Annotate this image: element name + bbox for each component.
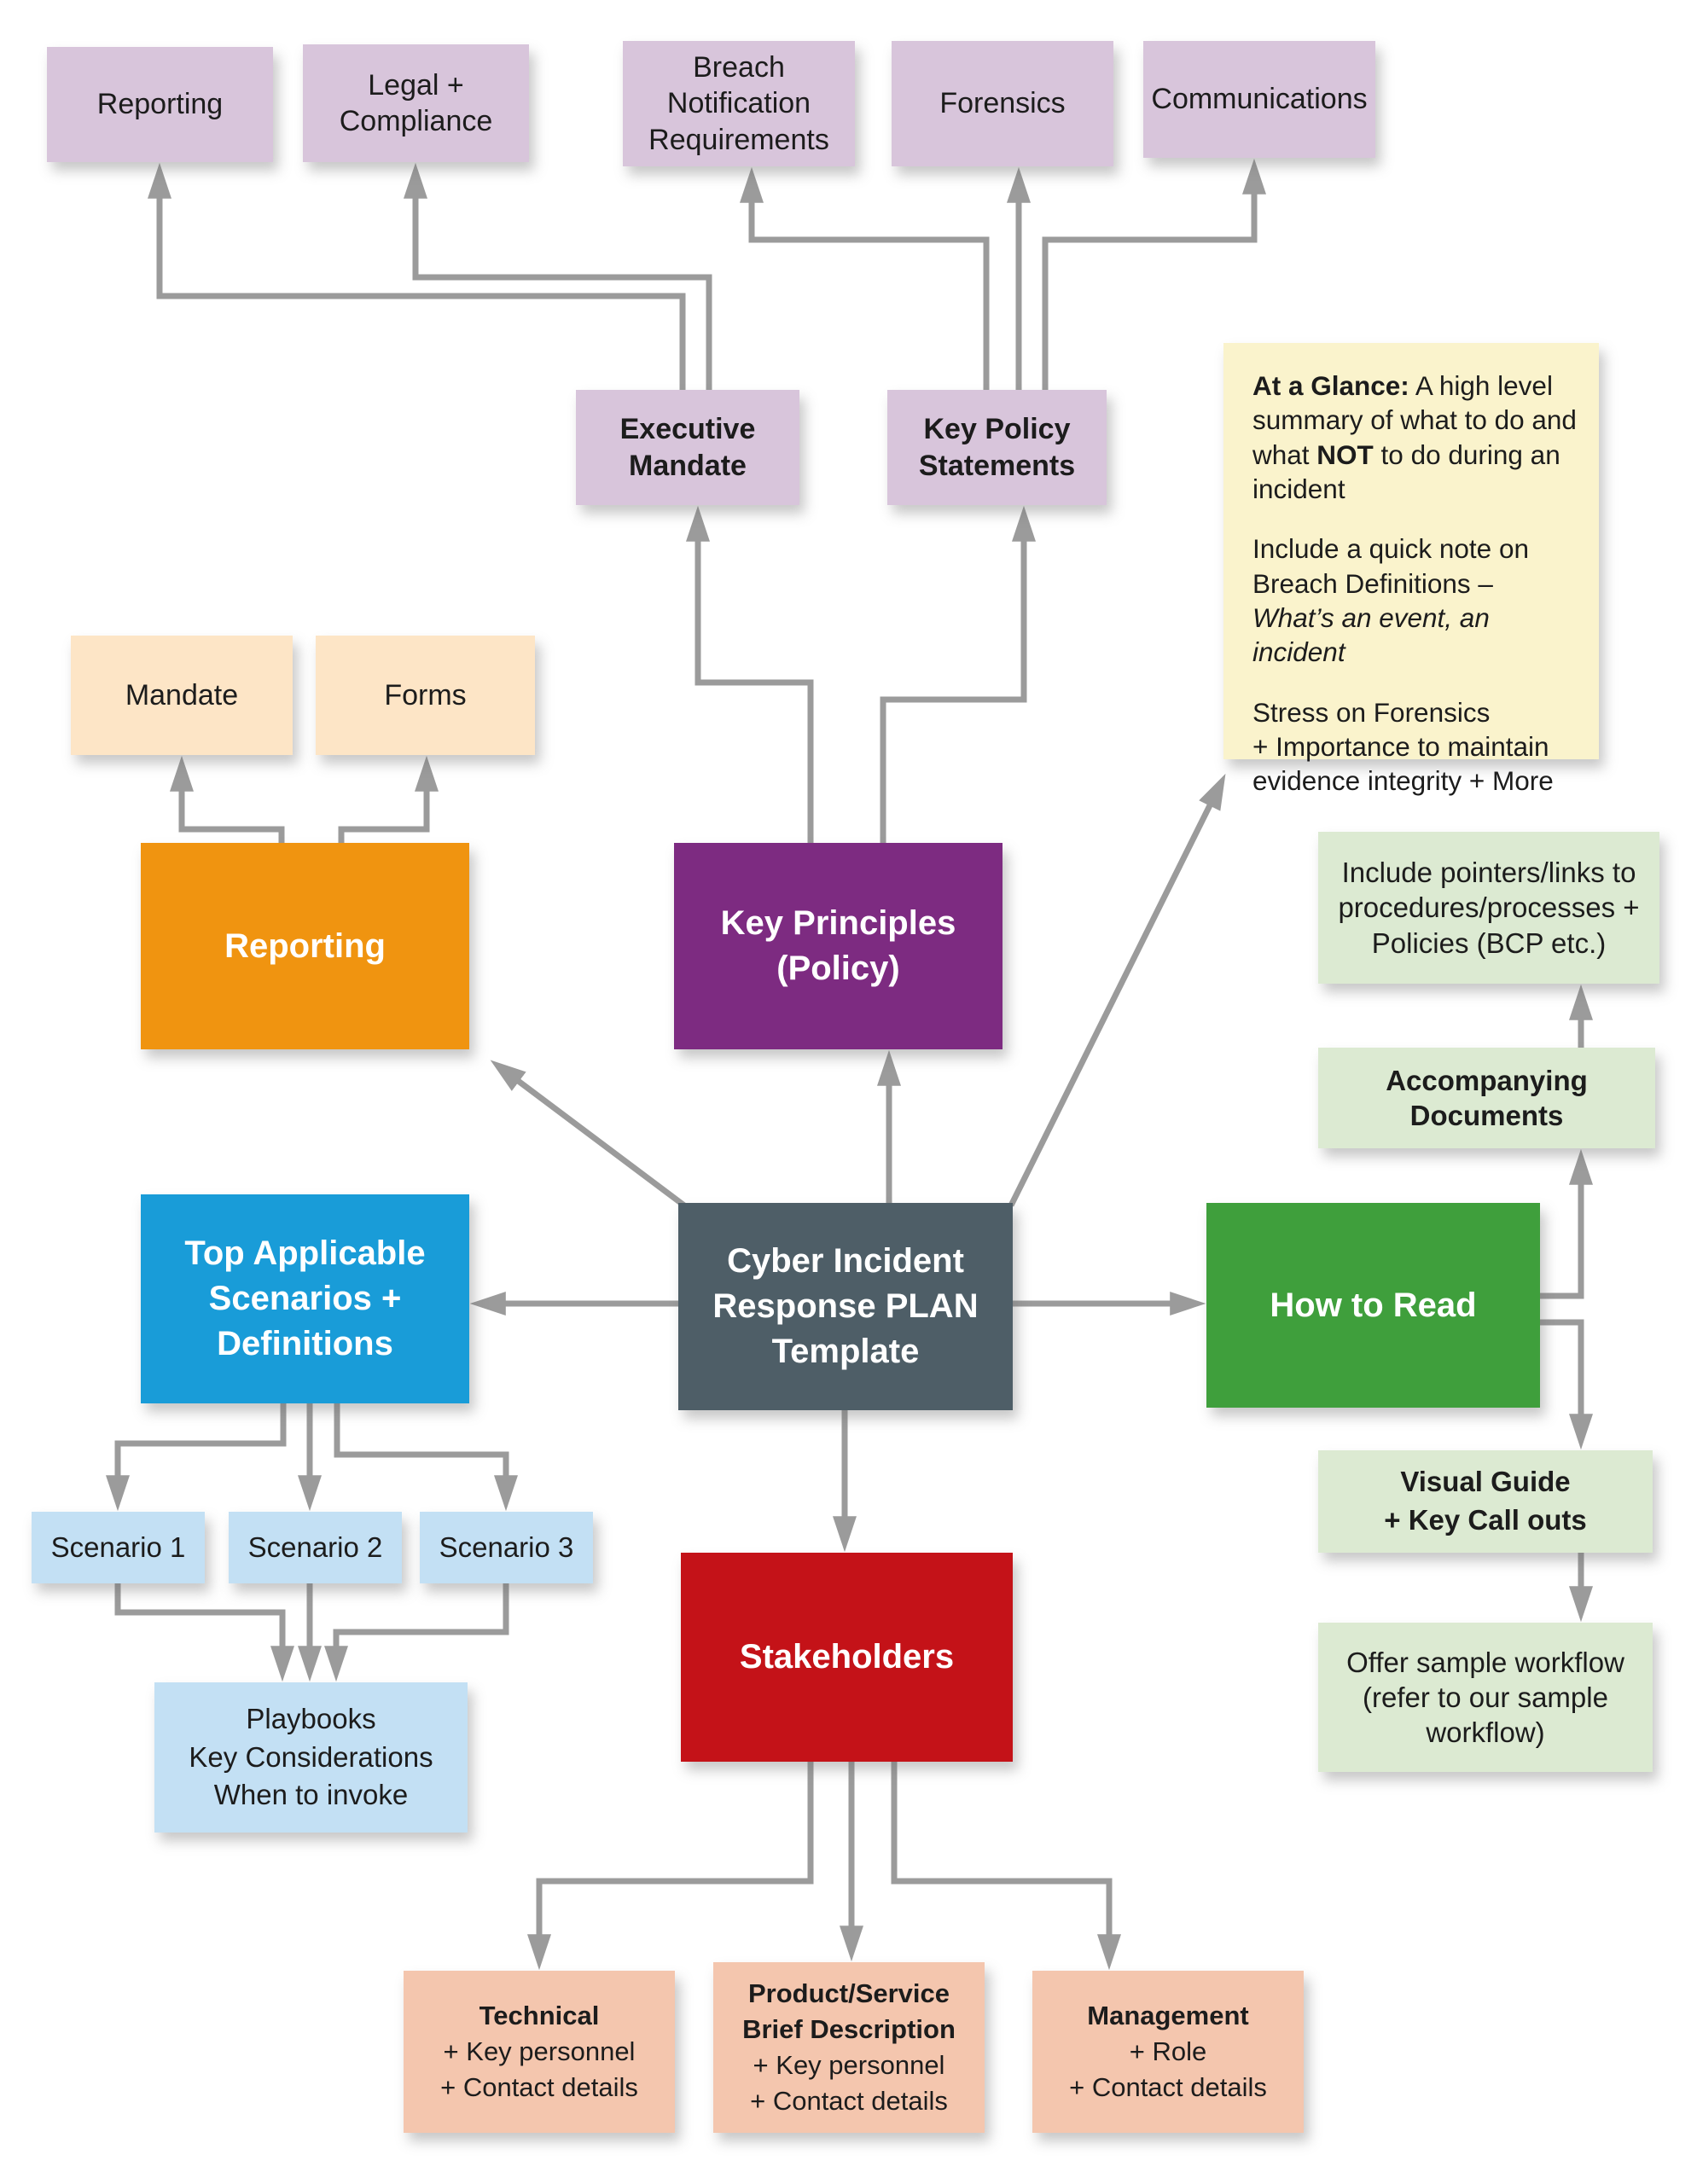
- connector-keyprinciples-to-keypolicy: [883, 539, 1024, 843]
- node-communications: Communications: [1143, 41, 1375, 158]
- connector-scenarios-to-s1: [118, 1403, 283, 1478]
- technical-line-1: + Key personnel: [443, 2036, 636, 2067]
- node-scenario-1: Scenario 1: [32, 1512, 205, 1583]
- playbooks-line-2: Key Considerations: [189, 1740, 433, 1773]
- technical-title: Technical: [479, 2001, 600, 2031]
- node-visual-guide: [1318, 1450, 1653, 1553]
- note-text-4: Stress on Forensics: [1252, 696, 1491, 728]
- product-service-line-1: + Key personnel: [753, 2050, 945, 2080]
- node-how-to-read: How to Read: [1206, 1203, 1540, 1408]
- connector-stakeholders-to-management: [894, 1762, 1109, 1937]
- note-paragraph-2: [1252, 531, 1577, 669]
- connector-scenarios-to-s3: [337, 1403, 506, 1478]
- node-key-principles: Key Principles (Policy): [674, 843, 1003, 1049]
- connector-reporting-to-forms: [341, 789, 427, 843]
- playbooks-line-3: When to invoke: [213, 1779, 409, 1811]
- connector-howtoread-to-visualguide: [1540, 1322, 1581, 1416]
- visual-guide-line-2: + Key Call outs: [1384, 1504, 1587, 1536]
- node-scenario-3: Scenario 3: [420, 1512, 593, 1583]
- node-top-scenarios: Top Applicable Scenarios + Definitions: [141, 1194, 469, 1403]
- product-service-title: Product/Service Brief Description: [742, 1978, 956, 2045]
- node-accompanying-documents: Accompanying Documents: [1318, 1048, 1655, 1148]
- connector-s1-to-playbooks: [118, 1583, 282, 1648]
- note-italic-event-incident: What’s an event, an incident: [1252, 601, 1490, 668]
- connector-keyprinciples-to-execmandate: [698, 539, 811, 843]
- note-paragraph-3: [1252, 695, 1577, 799]
- connector-s3-to-playbooks: [336, 1583, 506, 1648]
- node-product-service: [713, 1962, 985, 2133]
- node-technical: [404, 1971, 675, 2133]
- note-paragraph-1: [1252, 369, 1577, 506]
- at-a-glance-note: [1223, 343, 1599, 797]
- technical-line-2: + Contact details: [440, 2071, 638, 2102]
- node-mandate: Mandate: [71, 636, 293, 755]
- node-management: [1032, 1971, 1304, 2133]
- management-title: Management: [1087, 2001, 1249, 2031]
- node-stakeholders: Stakeholders: [681, 1553, 1013, 1762]
- management-line-1: + Role: [1129, 2036, 1207, 2067]
- playbooks-line-1: Playbooks: [246, 1703, 376, 1735]
- node-reporting-main: Reporting: [141, 843, 469, 1049]
- node-breach-notification: Breach Notification Requirements: [623, 41, 855, 166]
- node-forms: Forms: [316, 636, 535, 755]
- connector-execmandate-to-reporting: [160, 196, 683, 390]
- management-line-2: + Contact details: [1069, 2071, 1267, 2102]
- note-bold-at-a-glance: At a Glance:: [1252, 370, 1409, 401]
- node-playbooks: [154, 1682, 468, 1833]
- connector-reporting-to-mandate: [182, 789, 282, 843]
- node-scenario-2: Scenario 2: [229, 1512, 402, 1583]
- visual-guide-lines: [1384, 1463, 1587, 1539]
- playbooks-lines: [189, 1700, 433, 1815]
- note-text-3: Include a quick note on Breach Definitions –: [1252, 533, 1529, 599]
- note-text-1: A high level summary of what to do and what: [1252, 370, 1577, 470]
- node-key-policy-statements: Key Policy Statements: [887, 390, 1107, 505]
- connector-stakeholders-to-technical: [539, 1762, 811, 1937]
- note-text-5: + Importance to maintain evidence integrity + More: [1252, 730, 1554, 797]
- connector-keypolicy-to-breach: [752, 200, 986, 390]
- node-include-pointers: Include pointers/links to procedures/processes + Policies (BCP etc.): [1318, 832, 1659, 984]
- node-offer-sample-workflow: Offer sample workflow (refer to our sample workflow): [1318, 1623, 1653, 1772]
- node-reporting-top: Reporting: [47, 47, 273, 162]
- connector-center-to-ataglance: [1011, 804, 1211, 1205]
- node-executive-mandate: Executive Mandate: [576, 390, 799, 505]
- product-service-line-2: + Contact details: [750, 2085, 948, 2116]
- connector-howtoread-to-accdocs: [1540, 1182, 1581, 1296]
- node-legal-compliance: Legal + Compliance: [303, 44, 529, 162]
- node-cirp-template: Cyber Incident Response PLAN Template: [678, 1203, 1013, 1410]
- visual-guide-line-1: Visual Guide: [1400, 1466, 1571, 1498]
- note-text-2: to do during an incident: [1252, 439, 1560, 504]
- node-forensics: Forensics: [892, 41, 1113, 166]
- connector-center-to-reporting: [517, 1080, 684, 1205]
- note-bold-not: NOT: [1316, 439, 1374, 470]
